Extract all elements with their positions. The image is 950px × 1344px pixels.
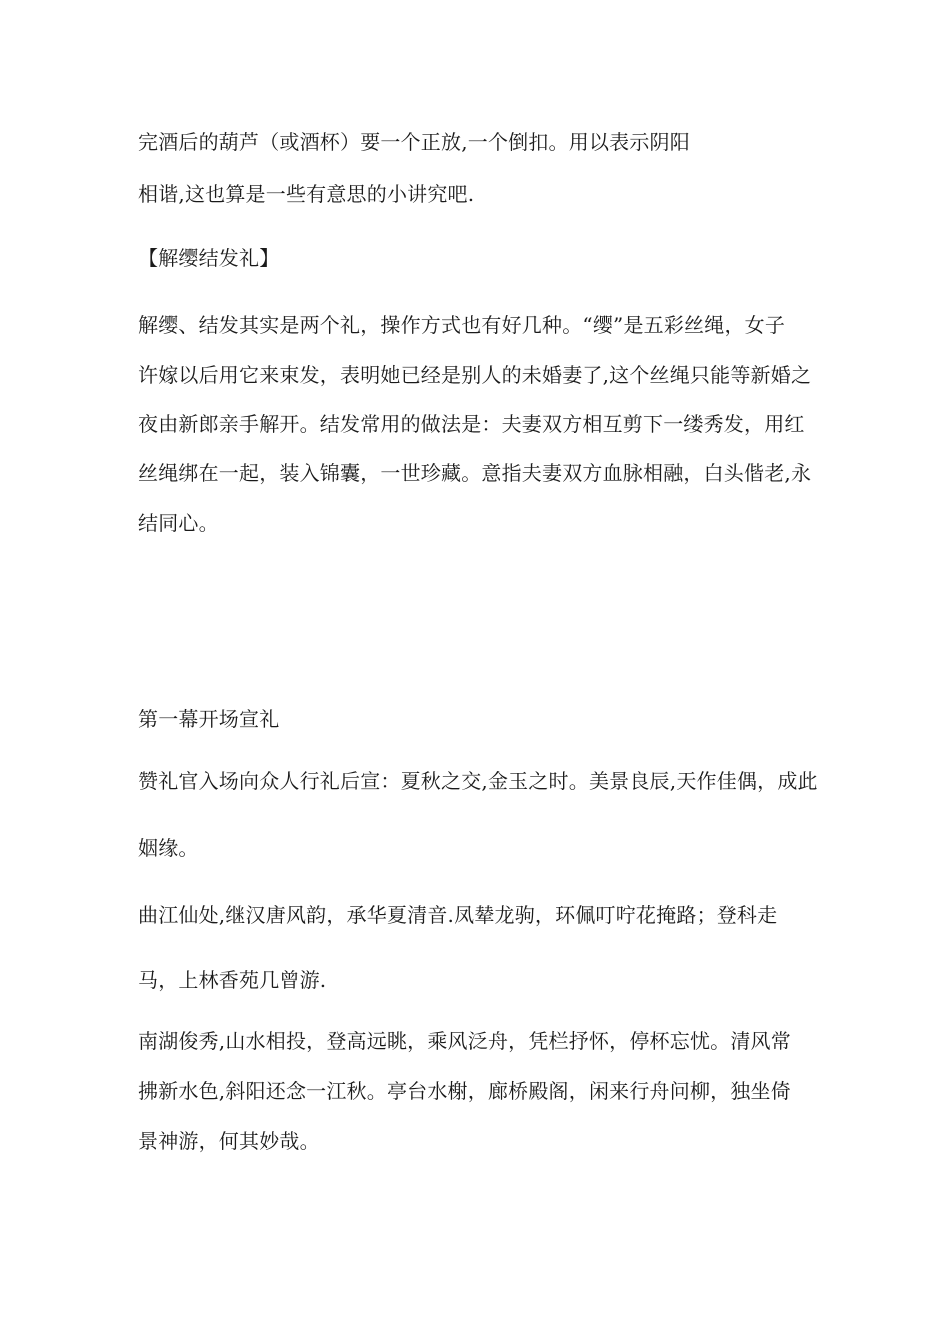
section-heading: 第一幕开场宣礼	[138, 707, 280, 731]
text-line: 南湖俊秀,山水相投，登高远眺，乘风泛舟，凭栏抒怀，停杯忘忧。清风常	[138, 1029, 791, 1053]
text-line: 结同心。	[138, 511, 219, 535]
text-line: 拂新水色,斜阳还念一江秋。亭台水榭，廊桥殿阁，闲来行舟问柳，独坐倚	[138, 1079, 791, 1103]
text-line: 相谐,这也算是一些有意思的小讲究吧.	[138, 182, 475, 206]
text-line: 解缨、结发其实是两个礼，操作方式也有好几种。“缨”是五彩丝绳，女子	[138, 313, 786, 337]
text-line: 赞礼官入场向众人行礼后宣：夏秋之交,金玉之时。美景良辰,天作佳偶，成此	[138, 769, 818, 793]
text-line: 姻缘。	[138, 836, 199, 860]
text-line: 景神游，何其妙哉。	[138, 1129, 320, 1153]
text-line: 夜由新郎亲手解开。结发常用的做法是：夫妻双方相互剪下一缕秀发，用红	[138, 412, 805, 436]
text-line: 曲江仙处,继汉唐风韵，承华夏清音.凤辇龙驹，环佩叮咛花掩路；登科走	[138, 903, 778, 927]
text-line: 马，上林香苑几曾游.	[138, 968, 327, 992]
text-line: 完酒后的葫芦（或酒杯）要一个正放,一个倒扣。用以表示阴阳	[138, 130, 690, 154]
text-line: 许嫁以后用它来束发，表明她已经是别人的未婚妻了,这个丝绳只能等新婚之	[138, 363, 812, 387]
text-line: 丝绳绑在一起，装入锦囊，一世珍藏。意指夫妻双方血脉相融，白头偕老,永	[138, 461, 812, 485]
section-heading: 【解缨结发礼】	[138, 246, 280, 270]
